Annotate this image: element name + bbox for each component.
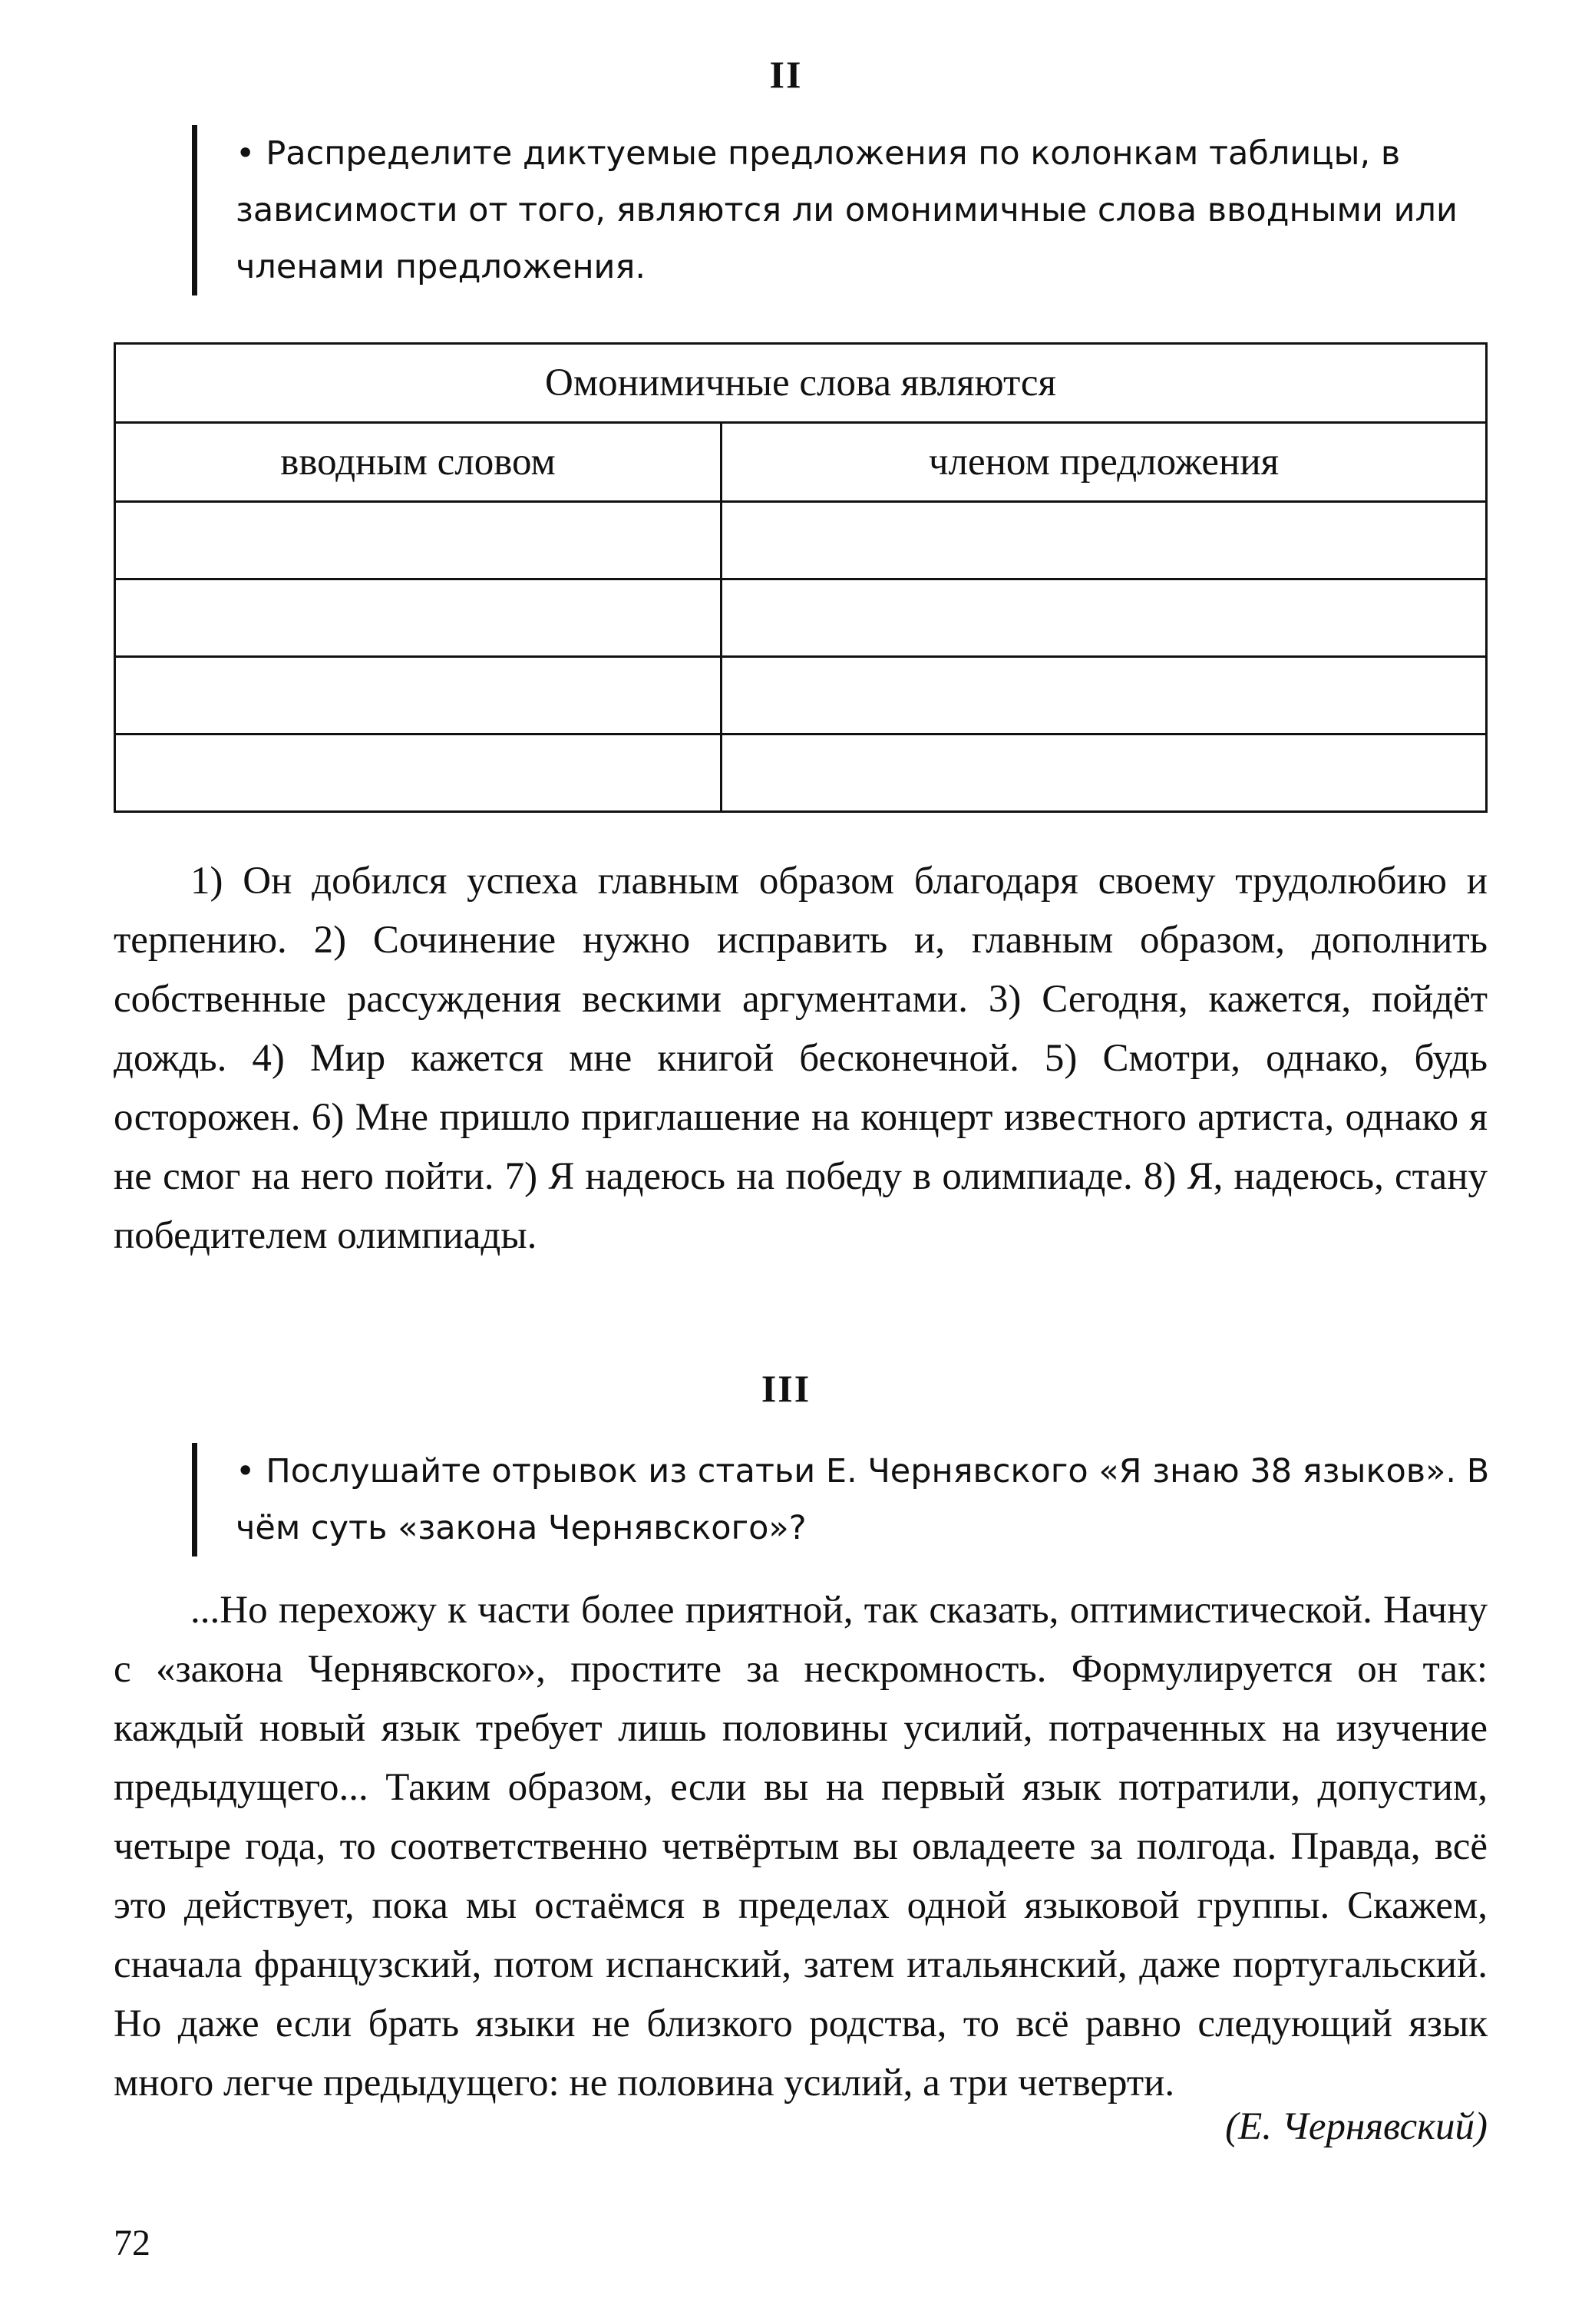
section-2-task-text: Распределите диктуемые предложения по колонкам таблицы, в зависимости от того, являются ли омонимичные слова вводными или членами предложения. (236, 134, 1458, 286)
table-cell[interactable] (722, 657, 1487, 735)
table-cell[interactable] (115, 657, 722, 735)
table-cell[interactable] (722, 735, 1487, 812)
table-cell[interactable] (722, 579, 1487, 657)
section-3-task (192, 1443, 1541, 1556)
table-row (115, 579, 1487, 657)
bullet-icon: • (236, 1452, 256, 1490)
table-title: Омонимичные слова являются (115, 344, 1487, 423)
table-row (115, 657, 1487, 735)
section-2-heading: II (769, 53, 803, 96)
section-2-task (192, 125, 1541, 295)
section-3-heading: III (761, 1367, 811, 1410)
page-number: 72 (114, 2223, 150, 2263)
author-attribution: (Е. Чернявский) (1225, 2105, 1488, 2148)
table-cell[interactable] (115, 579, 722, 657)
table-header-introductory: вводным словом (115, 423, 722, 502)
bullet-icon: • (236, 134, 256, 173)
dictation-sentences: 1) Он добился успеха главным образом благодаря своему трудолюбию и терпению. 2) Сочинение нужно исправить и, главным образом, дополнить собственные рассуждения вескими аргументами. 3) Сегодня, кажется, пойдёт дождь. 4) Мир кажется мне книгой бесконечной. 5) Смотри, однако, будь осторожен. 6) Мне пришло приглашение на концерт известного артиста, однако я не смог на него пойти. 7) Я надеюсь на победу в олимпиаде. 8) Я, надеюсь, стану победителем олимпиады. (114, 860, 1488, 1257)
table-row (115, 502, 1487, 579)
section-3-task-text: Послушайте отрывок из статьи Е. Чернявского «Я знаю 38 языков». В чём суть «закона Чернявского»? (236, 1452, 1490, 1547)
article-excerpt: ...Но перехожу к части более приятной, так сказать, оптимистической. Начну с «закона Чернявского», простите за нескромность. Формулируется он так: каждый новый язык требует лишь половины усилий, потраченных на изучение предыдущего... Таким образом, если вы на первый язык потратили, допустим, четыре года, то соответственно четвёртым вы овладеете за полгода. Правда, всё это действует, пока мы остаёмся в пределах одной языковой группы. Скажем, сначала французский, потом испанский, затем итальянский, даже португальский. Но даже если брать языки не близкого родства, то всё равно следующий язык много легче предыдущего: не половина усилий, а три четверти. (114, 1589, 1488, 2104)
table-cell[interactable] (115, 502, 722, 579)
table-cell[interactable] (115, 735, 722, 812)
table-cell[interactable] (722, 502, 1487, 579)
answer-table (114, 342, 1488, 813)
table-row (115, 735, 1487, 812)
table-header-sentence-member: членом предложения (722, 423, 1487, 502)
